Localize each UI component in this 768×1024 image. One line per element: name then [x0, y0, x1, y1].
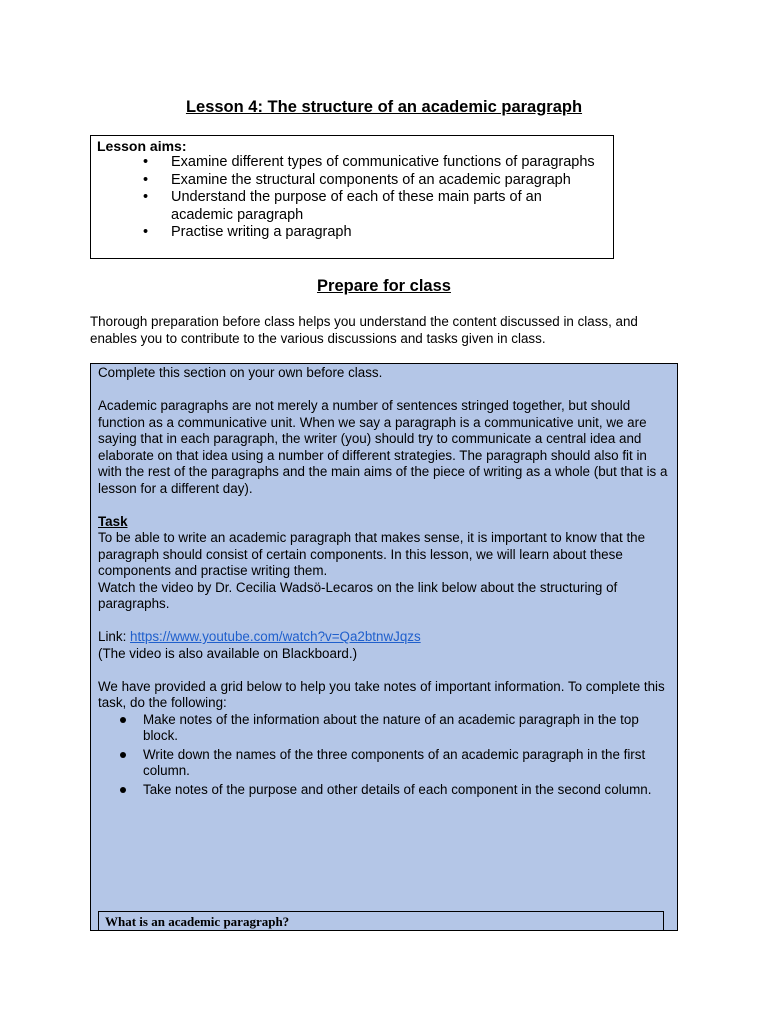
task-box — [90, 363, 678, 931]
task-heading: Task — [98, 513, 128, 529]
prepare-intro: Thorough preparation before class helps you understand the content discussed in class, and enables you to contribute to the various discussions and tasks given in class. — [90, 314, 638, 346]
prepare-heading: Prepare for class — [317, 277, 451, 295]
video-note: (The video is also available on Blackboard.) — [98, 645, 358, 661]
task-step-item: Write down the names of the three components of an academic paragraph in the first column. — [119, 747, 670, 780]
lesson-aims-list — [97, 154, 607, 242]
task-text: To be able to write an academic paragraph that makes sense, it is important to know that the paragraph should consist of certain components. In this lesson, we will learn about these components and practise writing them. — [98, 530, 646, 578]
grid-intro: We have provided a grid below to help you take notes of important information. To complete this task, do the following: — [98, 678, 665, 710]
task-instruction: Complete this section on your own before class. — [98, 365, 383, 380]
task-paragraph: Academic paragraphs are not merely a number of sentences stringed together, but should function as a communicative unit. When we say a paragraph is a communicative unit, we are saying that in each paragraph, the writer (you) should try to communicate a central idea and elaborate on that idea using a number of different strategies. The paragraph should also fit in with the rest of the paragraphs and the main aims of the piece of writing as a whole (but that is a lesson for a different day). — [98, 398, 668, 496]
lesson-aim-item: • Examine different types of communicative functions of paragraphs — [143, 154, 607, 172]
page-title: Lesson 4: The structure of an academic paragraph — [185, 98, 583, 116]
lesson-aim-item: • Practise writing a paragraph — [143, 224, 607, 242]
task-text: Watch the video by Dr. Cecilia Wadsö-Lecaros on the link below about the structuring of paragraphs. — [98, 579, 618, 611]
lesson-aims-box — [90, 135, 614, 259]
lesson-aim-item: • Examine the structural components of an academic paragraph — [143, 172, 607, 190]
task-step-item: Make notes of the information about the nature of an academic paragraph in the top block. — [119, 712, 670, 745]
grid-header-cell: What is an academic paragraph? — [98, 911, 664, 931]
video-link-line — [98, 629, 670, 646]
link-label: Link: — [98, 629, 131, 644]
task-steps-list — [98, 712, 670, 799]
lesson-aims-heading: Lesson aims: — [97, 138, 187, 154]
lesson-aim-item: • Understand the purpose of each of these main parts of an academic paragraph — [143, 189, 607, 224]
task-step-item: Take notes of the purpose and other details of each component in the second column. — [119, 782, 670, 799]
video-link[interactable]: https://www.youtube.com/watch?v=Qa2btnwJqzs — [130, 629, 421, 644]
